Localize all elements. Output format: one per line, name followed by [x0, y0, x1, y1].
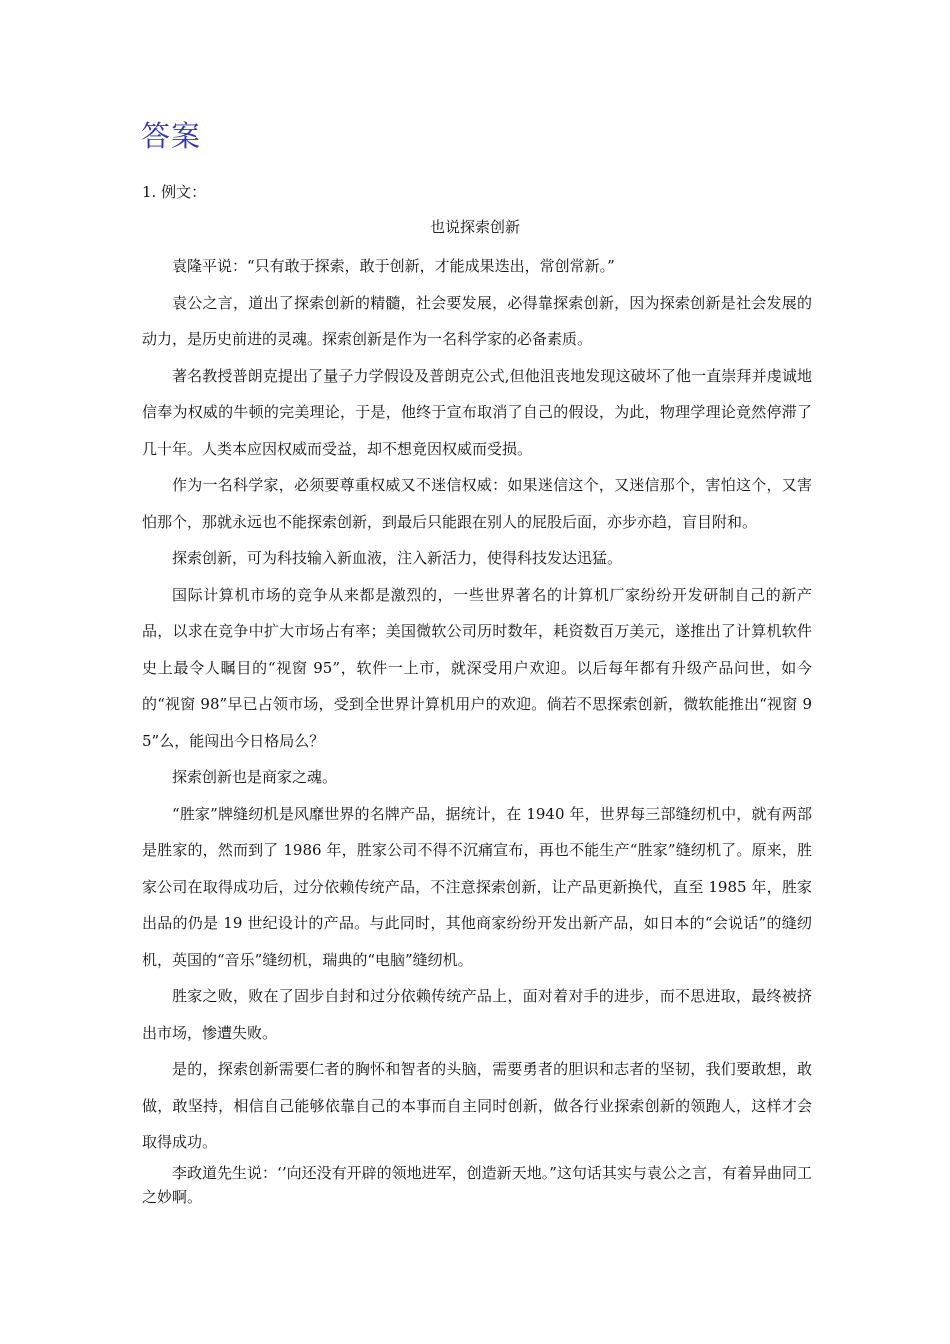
essay-paragraph: 作为一名科学家，必须要尊重权威又不迷信权威：如果迷信这个，又迷信那个，害怕这个，又害怕那个，那就永远也不能探索创新，到最后只能跟在别人的屁股后面，亦步亦趋，盲目附和。 — [142, 476, 812, 531]
essay-title: 也说探索创新 — [429, 218, 520, 236]
essay-paragraph: 探索创新也是商家之魂。 — [172, 768, 338, 786]
question-number: 1. 例文： — [142, 183, 207, 201]
essay-body — [142, 248, 812, 1209]
answer-heading: 答案 — [141, 119, 202, 153]
essay-paragraph: “胜家”牌缝纫机是风靡世界的名牌产品，据统计，在 1940 年，世界每三部缝纫机中，就有两部是胜家的，然而到了 1986 年，胜家公司不得不沉痛宣布，再也不能生产“胜家”缝纫机了。原来，胜家公司在取得成功后，过分依赖传统产品，不注意探索创新，让产品更新换代，直至 1985 年，胜家出品的仍是 19 世纪设计的产品。与此同时，其他商家纷纷开发出新产品，如日本的“会说话”的缝纫机，英国的“音乐”缝纫机，瑞典的“电脑”缝纫机。 — [142, 804, 812, 969]
essay-paragraph: 是的，探索创新需要仁者的胸怀和智者的头脑，需要勇者的胆识和志者的坚韧，我们要敢想，敢做，敢坚持，相信自己能够依靠自己的本事而自主同时创新，做各行业探索创新的领跑人，这样才会取得成功。 — [142, 1060, 812, 1151]
essay-paragraph: 著名教授普朗克提出了量子力学假设及普朗克公式,但他沮丧地发现这破坏了他一直崇拜并虔诚地信奉为权威的牛顿的完美理论，于是，他终于宣布取消了自己的假设，为此，物理学理论竟然停滞了几十年。人类本应因权威而受益，却不想竟因权威而受损。 — [142, 366, 812, 458]
essay-paragraph: 袁隆平说：“只有敢于探索，敢于创新，才能成果迭出，常创常新。” — [172, 257, 615, 275]
essay-paragraph: 胜家之败，败在了固步自封和过分依赖传统产品上，面对着对手的进步，而不思进取，最终被挤出市场，惨遭失败。 — [142, 987, 812, 1042]
essay-paragraph: 李政道先生说：‘’向还没有开辟的领地进军，创造新天地。”这句话其实与袁公之言，有着异曲同工之妙啊。 — [142, 1163, 812, 1206]
essay-paragraph: 国际计算机市场的竞争从来都是激烈的，一些世界著名的计算机厂家纷纷开发研制自己的新产品，以求在竞争中扩大市场占有率；美国微软公司历时数年，耗资数百万美元，遂推出了计算机软件史上最令人瞩目的“视窗 95”，软件一上市，就深受用户欢迎。以后每年都有升级产品问世，如今的“视窗 98”早已占领市场，受到全世界计算机用户的欢迎。倘若不思探索创新，微软能推出“视窗 95”么，能闯出今日格局么？ — [142, 585, 812, 750]
essay-paragraph: 袁公之言，道出了探索创新的精髓，社会要发展，必得靠探索创新，因为探索创新是社会发展的动力，是历史前进的灵魂。探索创新是作为一名科学家的必备素质。 — [142, 293, 812, 348]
essay-paragraph: 探索创新，可为科技输入新血液，注入新活力，使得科技发达迅猛。 — [172, 549, 623, 567]
